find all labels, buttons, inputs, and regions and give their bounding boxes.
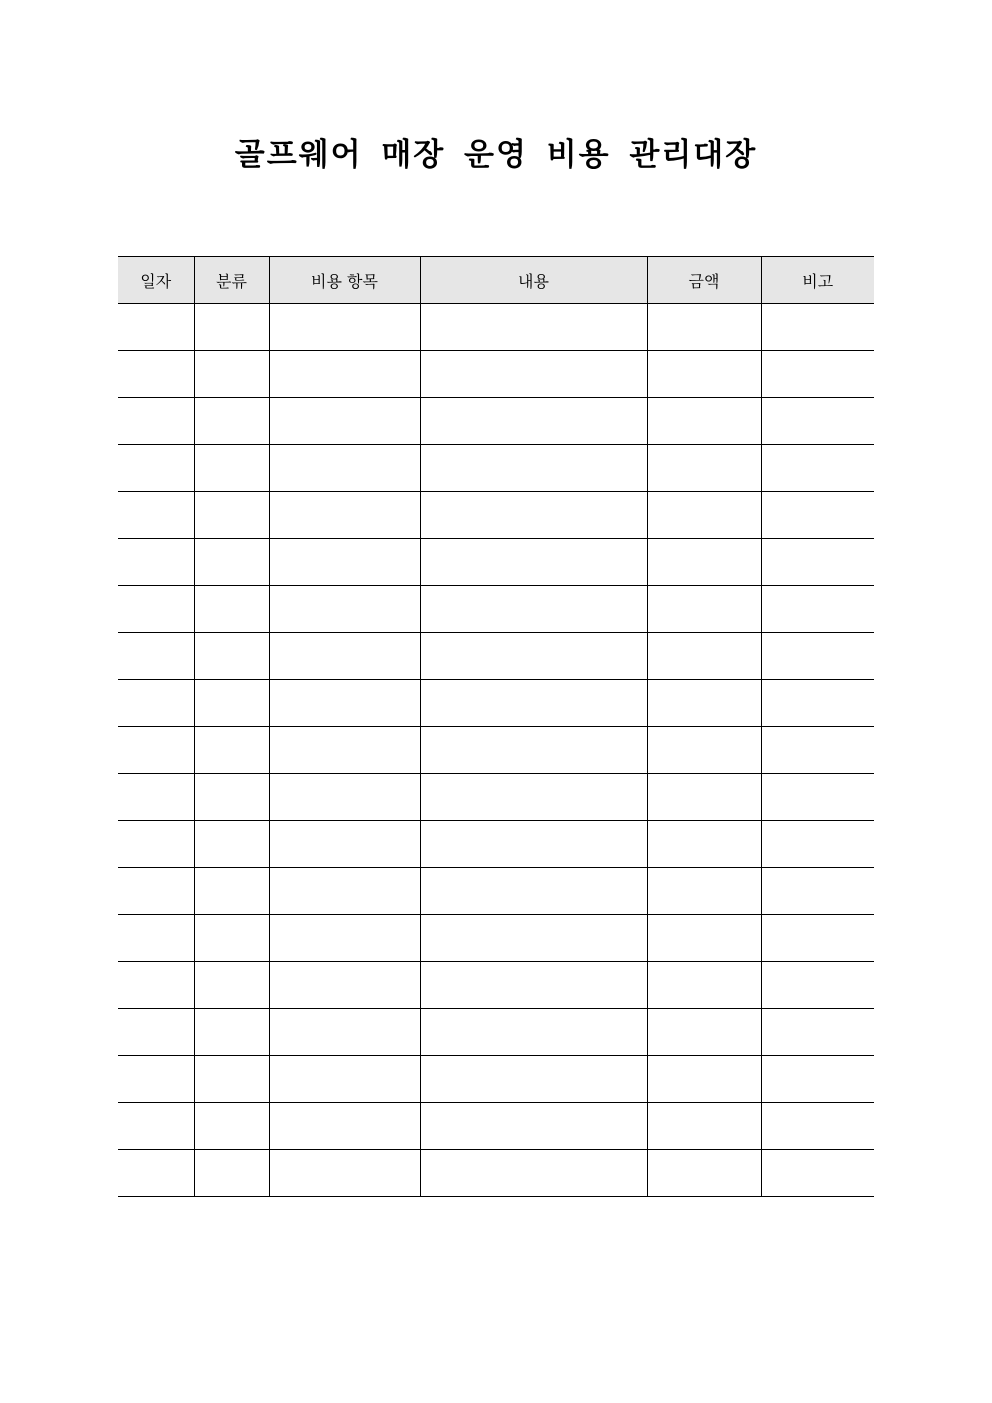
date-cell[interactable] [118, 680, 194, 727]
details-cell[interactable] [420, 868, 647, 915]
table-row [118, 633, 874, 680]
remarks-cell[interactable] [761, 586, 874, 633]
table-row [118, 1103, 874, 1150]
table-row [118, 304, 874, 351]
remarks-cell[interactable] [761, 633, 874, 680]
table-row [118, 680, 874, 727]
amount-cell[interactable] [647, 868, 761, 915]
header-date: 일자 [118, 257, 194, 304]
amount-cell[interactable] [647, 915, 761, 962]
details-cell[interactable] [420, 445, 647, 492]
date-cell[interactable] [118, 1009, 194, 1056]
expense-item-cell[interactable] [269, 915, 420, 962]
table-header-row [118, 257, 874, 304]
amount-cell[interactable] [647, 633, 761, 680]
details-cell[interactable] [420, 821, 647, 868]
details-cell[interactable] [420, 680, 647, 727]
category-cell[interactable] [194, 1150, 269, 1197]
expense-item-cell[interactable] [269, 868, 420, 915]
amount-cell[interactable] [647, 962, 761, 1009]
details-cell[interactable] [420, 539, 647, 586]
header-expense-item: 비용 항목 [269, 257, 420, 304]
date-cell[interactable] [118, 492, 194, 539]
amount-cell[interactable] [647, 1056, 761, 1103]
date-cell[interactable] [118, 351, 194, 398]
table-row [118, 492, 874, 539]
expense-item-cell[interactable] [269, 304, 420, 351]
header-amount: 금액 [647, 257, 761, 304]
details-cell[interactable] [420, 492, 647, 539]
expense-item-cell[interactable] [269, 633, 420, 680]
amount-cell[interactable] [647, 398, 761, 445]
amount-cell[interactable] [647, 492, 761, 539]
remarks-cell[interactable] [761, 492, 874, 539]
date-cell[interactable] [118, 774, 194, 821]
date-cell[interactable] [118, 445, 194, 492]
table-row [118, 398, 874, 445]
amount-cell[interactable] [647, 821, 761, 868]
date-cell[interactable] [118, 727, 194, 774]
expense-item-cell[interactable] [269, 1056, 420, 1103]
category-cell[interactable] [194, 445, 269, 492]
expense-item-cell[interactable] [269, 1150, 420, 1197]
date-cell[interactable] [118, 304, 194, 351]
amount-cell[interactable] [647, 1009, 761, 1056]
header-remarks: 비고 [761, 257, 874, 304]
amount-cell[interactable] [647, 727, 761, 774]
details-cell[interactable] [420, 1103, 647, 1150]
expense-item-cell[interactable] [269, 962, 420, 1009]
remarks-cell[interactable] [761, 1150, 874, 1197]
category-cell[interactable] [194, 539, 269, 586]
amount-cell[interactable] [647, 586, 761, 633]
remarks-cell[interactable] [761, 1056, 874, 1103]
category-cell[interactable] [194, 1103, 269, 1150]
category-cell[interactable] [194, 492, 269, 539]
table-row [118, 1150, 874, 1197]
category-cell[interactable] [194, 633, 269, 680]
date-cell[interactable] [118, 915, 194, 962]
category-cell[interactable] [194, 398, 269, 445]
category-cell[interactable] [194, 962, 269, 1009]
date-cell[interactable] [118, 539, 194, 586]
remarks-cell[interactable] [761, 398, 874, 445]
category-cell[interactable] [194, 821, 269, 868]
header-details: 내용 [420, 257, 647, 304]
expense-item-cell[interactable] [269, 727, 420, 774]
amount-cell[interactable] [647, 680, 761, 727]
amount-cell[interactable] [647, 351, 761, 398]
expense-item-cell[interactable] [269, 1103, 420, 1150]
date-cell[interactable] [118, 586, 194, 633]
date-cell[interactable] [118, 1056, 194, 1103]
expense-item-cell[interactable] [269, 398, 420, 445]
category-cell[interactable] [194, 727, 269, 774]
remarks-cell[interactable] [761, 1009, 874, 1056]
amount-cell[interactable] [647, 1103, 761, 1150]
expense-item-cell[interactable] [269, 445, 420, 492]
remarks-cell[interactable] [761, 539, 874, 586]
remarks-cell[interactable] [761, 445, 874, 492]
remarks-cell[interactable] [761, 680, 874, 727]
header-category: 분류 [194, 257, 269, 304]
date-cell[interactable] [118, 1150, 194, 1197]
expense-item-cell[interactable] [269, 680, 420, 727]
category-cell[interactable] [194, 868, 269, 915]
date-cell[interactable] [118, 633, 194, 680]
details-cell[interactable] [420, 727, 647, 774]
table-row [118, 962, 874, 1009]
category-cell[interactable] [194, 915, 269, 962]
date-cell[interactable] [118, 1103, 194, 1150]
amount-cell[interactable] [647, 304, 761, 351]
table-row [118, 1056, 874, 1103]
details-cell[interactable] [420, 1009, 647, 1056]
category-cell[interactable] [194, 774, 269, 821]
expense-item-cell[interactable] [269, 586, 420, 633]
page-title: 골프웨어 매장 운영 비용 관리대장 [234, 137, 758, 173]
expense-item-cell[interactable] [269, 774, 420, 821]
remarks-cell[interactable] [761, 727, 874, 774]
expense-item-cell[interactable] [269, 821, 420, 868]
category-cell[interactable] [194, 351, 269, 398]
remarks-cell[interactable] [761, 774, 874, 821]
expense-item-cell[interactable] [269, 1009, 420, 1056]
details-cell[interactable] [420, 398, 647, 445]
details-cell[interactable] [420, 962, 647, 1009]
details-cell[interactable] [420, 1056, 647, 1103]
remarks-cell[interactable] [761, 351, 874, 398]
amount-cell[interactable] [647, 1150, 761, 1197]
details-cell[interactable] [420, 586, 647, 633]
details-cell[interactable] [420, 351, 647, 398]
table-row [118, 539, 874, 586]
details-cell[interactable] [420, 1150, 647, 1197]
table-row [118, 915, 874, 962]
table-row [118, 821, 874, 868]
amount-cell[interactable] [647, 774, 761, 821]
category-cell[interactable] [194, 586, 269, 633]
remarks-cell[interactable] [761, 962, 874, 1009]
amount-cell[interactable] [647, 445, 761, 492]
expense-item-cell[interactable] [269, 351, 420, 398]
remarks-cell[interactable] [761, 915, 874, 962]
expense-ledger-table [118, 256, 874, 1197]
details-cell[interactable] [420, 774, 647, 821]
details-cell[interactable] [420, 304, 647, 351]
table-row [118, 774, 874, 821]
category-cell[interactable] [194, 1056, 269, 1103]
date-cell[interactable] [118, 962, 194, 1009]
category-cell[interactable] [194, 680, 269, 727]
remarks-cell[interactable] [761, 1103, 874, 1150]
table-row [118, 586, 874, 633]
table-row [118, 1009, 874, 1056]
expense-item-cell[interactable] [269, 539, 420, 586]
amount-cell[interactable] [647, 539, 761, 586]
remarks-cell[interactable] [761, 821, 874, 868]
date-cell[interactable] [118, 398, 194, 445]
remarks-cell[interactable] [761, 868, 874, 915]
table-row [118, 727, 874, 774]
details-cell[interactable] [420, 633, 647, 680]
table-row [118, 351, 874, 398]
remarks-cell[interactable] [761, 304, 874, 351]
category-cell[interactable] [194, 304, 269, 351]
date-cell[interactable] [118, 821, 194, 868]
expense-item-cell[interactable] [269, 492, 420, 539]
table-row [118, 445, 874, 492]
details-cell[interactable] [420, 915, 647, 962]
category-cell[interactable] [194, 1009, 269, 1056]
table-row [118, 868, 874, 915]
date-cell[interactable] [118, 868, 194, 915]
table-body [118, 304, 874, 1197]
